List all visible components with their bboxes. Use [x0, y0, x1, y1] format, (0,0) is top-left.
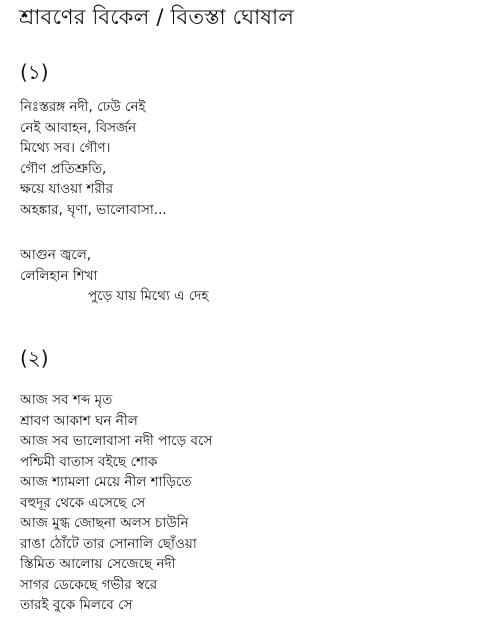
poem-line: নিঃস্তরঙ্গ নদী, ঢেউ নেই	[20, 99, 146, 115]
poem-line: আজ সব শব্দ মৃত	[20, 392, 113, 408]
poem-line: পশ্চিমী বাতাস বইছে শোক	[20, 453, 158, 470]
poem-line: বহুদূর থেকে এসেছে সে	[20, 494, 146, 511]
section-number-1: (১)	[20, 60, 49, 84]
stanza-1-2	[20, 245, 208, 307]
poem-line: তারই বুকে মিলবে সে	[20, 597, 133, 613]
stanza-1-1	[20, 97, 167, 220]
poem-line: ক্ষয়ে যাওয়া শরীর	[20, 181, 114, 197]
poem-line: স্তিমিত আলোয় সেজেছে নদী	[20, 556, 176, 572]
poem-line: মিথ্যে সব। গৌণ।	[20, 140, 111, 156]
poem-line: আজ শ্যামলা মেয়ে নীল শাড়িতে	[20, 474, 192, 490]
poem-line: আজ সব ভালোবাসা নদী পাড়ে বসে	[20, 433, 213, 449]
poem-line: অহঙ্কার, ঘৃণা, ভালোবাসা...	[20, 201, 167, 218]
poem-line: গৌণ প্রতিশ্রুতি,	[20, 160, 107, 177]
poem-line: শ্রাবণ আকাশ ঘন নীল	[20, 412, 138, 429]
poem-line: রাঙা ঠোঁটে তার সোনালি ছোঁওয়া	[20, 535, 197, 552]
poem-line: আজ মুগ্ধ জোছনা অলস চাউনি	[20, 515, 189, 531]
poem-line: নেই আবাহন, বিসর্জন	[20, 119, 137, 136]
page-title: শ্রাবণের বিকেল / বিতস্তা ঘোষাল	[19, 5, 295, 29]
poem-line-indented: পুড়ে যায় মিথ্যে এ দেহ	[88, 288, 209, 304]
section-number-2: (২)	[20, 346, 49, 370]
poem-line: লেলিহান শিখা	[20, 267, 98, 284]
poem-line: আগুন জ্বলে,	[20, 247, 92, 263]
poem-line: সাগর ডেকেছে গভীর স্বরে	[20, 576, 158, 593]
stanza-2-1	[20, 390, 212, 616]
